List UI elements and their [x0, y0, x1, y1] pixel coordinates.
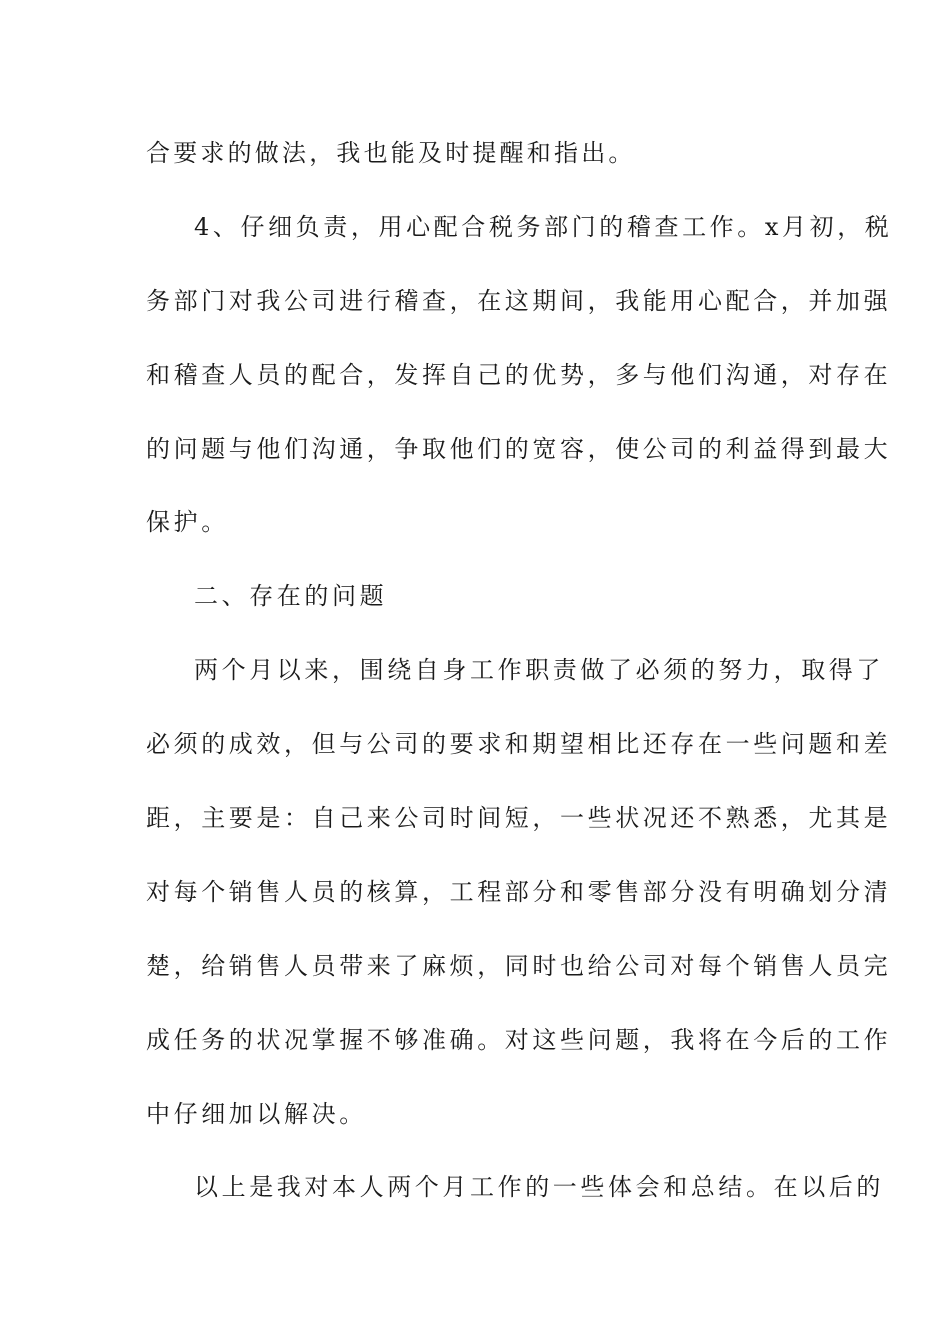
document-body: [146, 128, 893, 1236]
section-heading: 二、存在的问题: [194, 582, 388, 611]
paragraph-line: 中仔细加以解决。: [146, 1099, 367, 1128]
paragraph-line: 和稽查人员的配合，发挥自己的优势，多与他们沟通，对存在: [146, 360, 892, 389]
paragraph-line: 合要求的做法，我也能及时提醒和指出。: [146, 139, 636, 167]
paragraph-line: 对每个销售人员的核算，工程部分和零售部分没有明确划分清: [146, 877, 892, 906]
paragraph-line: 的问题与他们沟通，争取他们的宽容，使公司的利益得到最大: [146, 434, 892, 463]
paragraph-line: 务部门对我公司进行稽查，在这期间，我能用心配合，并加强: [146, 286, 892, 315]
paragraph-line: 成任务的状况掌握不够准确。对这些问题，我将在今后的工作: [146, 1025, 892, 1054]
paragraph-line: 4、仔细负责，用心配合税务部门的稽查工作。x月初，税: [194, 212, 893, 241]
paragraph-line: 距，主要是：自己来公司时间短，一些状况还不熟悉，尤其是: [146, 804, 892, 833]
paragraph-line: 楚，给销售人员带来了麻烦，同时也给公司对每个销售人员完: [146, 951, 892, 980]
paragraph-line: 必须的成效，但与公司的要求和期望相比还存在一些问题和差: [146, 730, 892, 759]
paragraph-line: 保护。: [146, 508, 229, 537]
paragraph-line: 两个月以来，围绕自身工作职责做了必须的努力，取得了: [194, 656, 884, 685]
paragraph-line: 以上是我对本人两个月工作的一些体会和总结。在以后的: [194, 1173, 884, 1202]
